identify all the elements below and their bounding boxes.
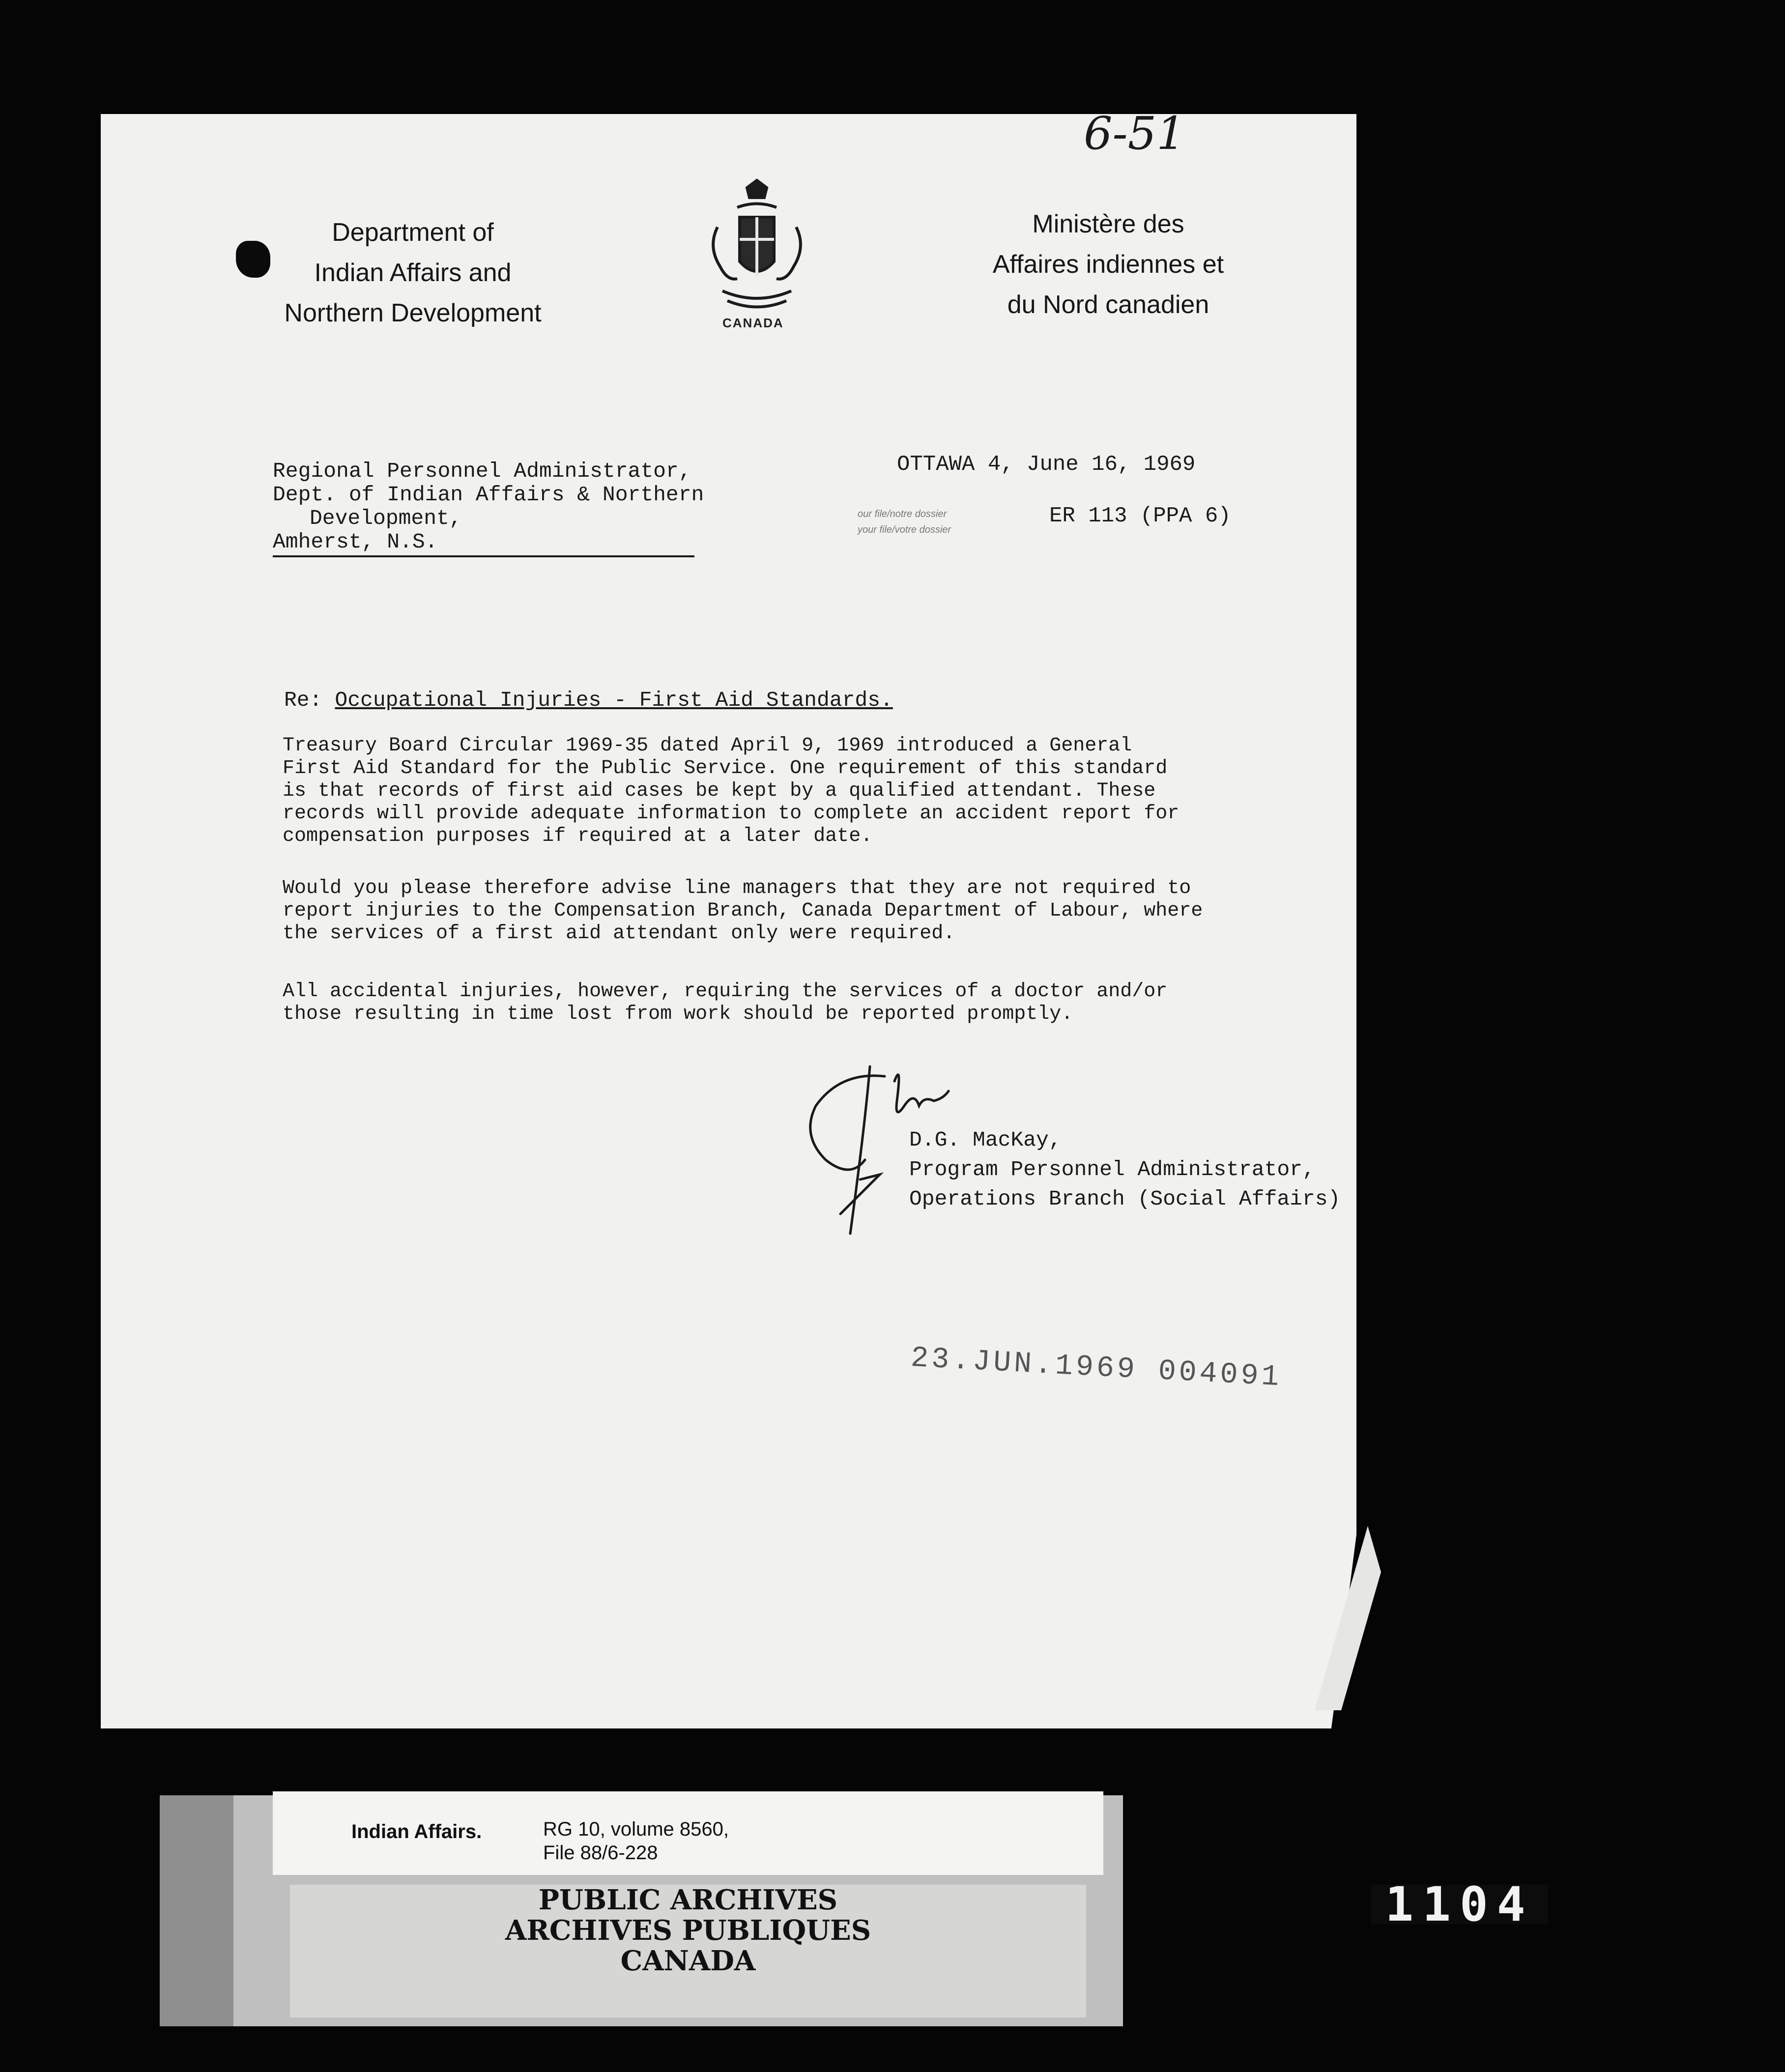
address-line: Amherst, N.S. — [273, 530, 438, 554]
address-underline — [273, 555, 694, 557]
archive-label-edge — [160, 1795, 233, 2026]
address-line: Dept. of Indian Affairs & Northern — [273, 483, 704, 507]
recipient-address — [273, 460, 704, 554]
archive-reference — [543, 1817, 729, 1865]
received-date-stamp: 23.JUN.1969 004091 — [910, 1342, 1283, 1395]
dept-fr-line: du Nord canadien — [1007, 290, 1209, 319]
signature-block — [909, 1125, 1340, 1214]
signer-branch: Operations Branch (Social Affairs) — [909, 1187, 1341, 1211]
subject-text: Occupational Injuries - First Aid Standards. — [335, 688, 893, 712]
signer-title: Program Personnel Administrator, — [909, 1157, 1315, 1181]
address-line: Regional Personnel Administrator, — [273, 459, 691, 483]
body-paragraph-2: Would you please therefore advise line managers that they are not required to report injuries to the Compensation Branch, Canada Department of Labour, where the services of a first aid attendant only were required. — [283, 877, 1203, 945]
address-line: Development, — [310, 506, 462, 530]
date-line: OTTAWA 4, June 16, 1969 — [897, 452, 1196, 477]
file-labels — [858, 506, 951, 538]
handwritten-page-ref: 6-51 — [1084, 107, 1185, 160]
archives-line: ARCHIVES PUBLIQUES — [505, 1914, 871, 1947]
coat-of-arms-icon — [703, 178, 811, 335]
dept-fr-line: Ministère des — [1032, 210, 1184, 238]
frame-number: 1104 — [1371, 1885, 1548, 1924]
our-file-label: our file/notre dossier — [858, 509, 947, 519]
archive-reference-line: RG 10, volume 8560, — [543, 1818, 729, 1840]
dept-en-line: Department of — [332, 218, 494, 247]
archive-reference-line: File 88/6-228 — [543, 1842, 658, 1864]
body-paragraph-1: Treasury Board Circular 1969-35 dated April 9, 1969 introduced a General First Aid Standard for the Public Service. One requirement of this standard is that records of first aid cases be kept by a qualified attendant. These records will provide adequate information to complete an accident report for compensation purposes if required at a later date. — [283, 735, 1180, 847]
dept-en-line: Northern Development — [284, 299, 542, 327]
archives-line: CANADA — [620, 1945, 756, 1977]
department-french — [971, 204, 1246, 325]
department-english — [265, 212, 560, 333]
subject-line — [284, 688, 893, 712]
body-paragraph-3: All accidental injuries, however, requiring the services of a doctor and/or those resulting in time lost from work should be reported promptly. — [283, 980, 1168, 1025]
your-file-label: your file/votre dossier — [858, 524, 951, 535]
dept-fr-line: Affaires indiennes et — [992, 250, 1224, 279]
subject-prefix: Re: — [284, 688, 322, 712]
signer-name: D.G. MacKay, — [909, 1128, 1062, 1152]
public-archives-text — [290, 1885, 1086, 1976]
archive-collection: Indian Affairs. — [351, 1821, 482, 1842]
archives-line: PUBLIC ARCHIVES — [538, 1884, 838, 1916]
dept-en-line: Indian Affairs and — [314, 259, 512, 287]
crest-caption: CANADA — [722, 316, 784, 330]
file-number: ER 113 (PPA 6) — [1049, 504, 1231, 528]
